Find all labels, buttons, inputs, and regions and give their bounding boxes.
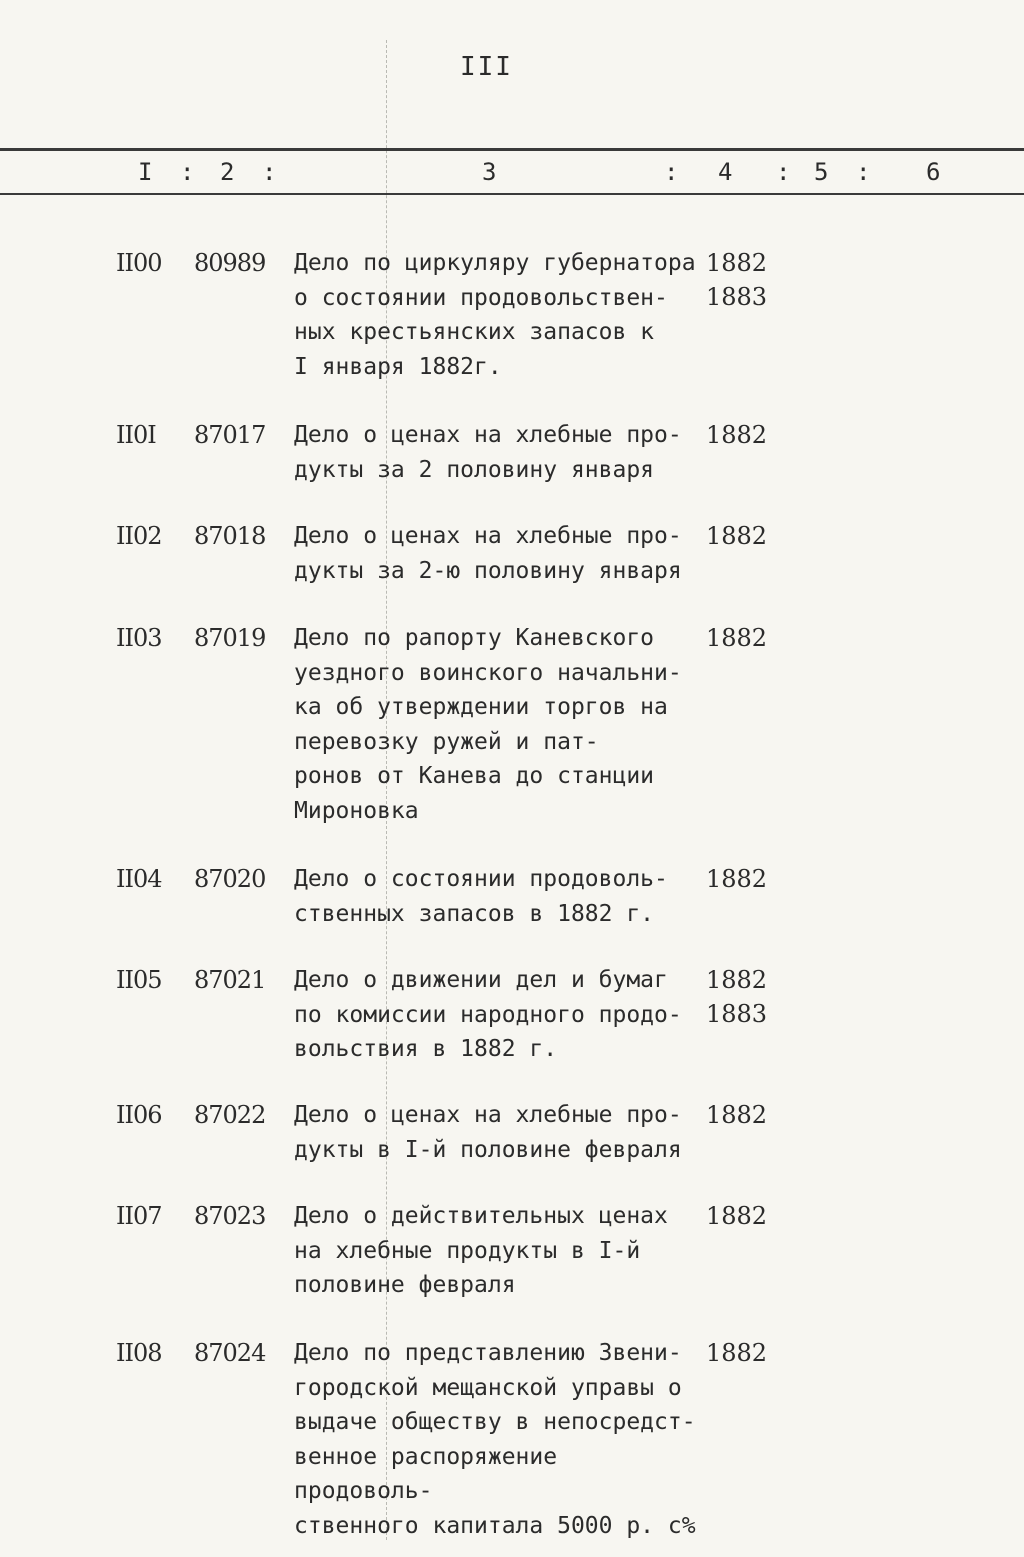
entry-number: II07	[116, 1202, 162, 1230]
header-col-4: 4	[718, 158, 733, 186]
entry-years	[706, 1098, 767, 1132]
header-sep: :	[262, 158, 277, 186]
entry-years	[706, 519, 767, 553]
entry-title: Дело о ценах на хлебные про- дукты за 2-ю половину января	[294, 523, 682, 584]
entry-year: 1883	[706, 283, 768, 311]
entry-year: 1882	[706, 624, 768, 652]
entry-code: 87017	[194, 421, 266, 449]
header-col-6: 6	[926, 158, 941, 186]
entry-code: 87022	[194, 1101, 266, 1129]
entry-code: 87023	[194, 1202, 266, 1230]
entry-title: Дело по циркуляру губернатора о состоянии продовольствен- ных крестьянских запасов к I января 1882г.	[294, 250, 696, 380]
entry-years	[706, 1199, 767, 1233]
entry-number: II05	[116, 966, 162, 994]
entry-number: II03	[116, 624, 162, 652]
header-rule-top	[0, 148, 1024, 151]
entry-year: 1882	[706, 421, 768, 449]
header-sep: :	[856, 158, 871, 186]
header-rule-bottom	[0, 193, 1024, 195]
header-sep: :	[180, 158, 195, 186]
entry-number: II0I	[116, 421, 156, 449]
entry-year: 1882	[706, 966, 768, 994]
entry-title: Дело о состоянии продоволь- ственных запасов в 1882 г.	[294, 866, 668, 927]
entry-title: Дело о движении дел и бумаг по комиссии народного продо- вольствия в 1882 г.	[294, 967, 682, 1062]
header-col-5: 5	[814, 158, 829, 186]
entry-number: II02	[116, 522, 162, 550]
header-sep: :	[776, 158, 791, 186]
entry-code: 87020	[194, 865, 266, 893]
entry-years	[706, 1336, 767, 1370]
entry-years	[706, 418, 767, 452]
entry-year: 1883	[706, 1000, 768, 1028]
entry-year: 1882	[706, 865, 768, 893]
entry-year: 1882	[706, 249, 768, 277]
entry-code: 87019	[194, 624, 266, 652]
entry-code: 87024	[194, 1339, 266, 1367]
entry-code: 80989	[194, 249, 266, 277]
header-sep: :	[664, 158, 679, 186]
entry-title: Дело по представлению Звени- городской мещанской управы о выдаче обществу в непосредст- венное распоряжение продоволь- ственного капитала 5000 р. с%	[294, 1340, 696, 1539]
header-col-1: I	[138, 158, 153, 186]
entry-title: Дело о действительных ценах на хлебные продукты в I-й половине февраля	[294, 1203, 668, 1298]
entry-year: 1882	[706, 1101, 768, 1129]
page-number: III	[460, 52, 513, 82]
header-col-2: 2	[220, 158, 235, 186]
entry-title: Дело по рапорту Каневского уездного воинского начальни- ка об утверждении торгов на перевозку ружей и пат- ронов от Канева до станции Мироновка	[294, 625, 682, 824]
entry-number: II08	[116, 1339, 162, 1367]
entry-year: 1882	[706, 522, 768, 550]
entry-years	[706, 621, 767, 655]
entry-number: II04	[116, 865, 162, 893]
entry-year: 1882	[706, 1202, 768, 1230]
entry-year: 1882	[706, 1339, 768, 1367]
header-col-3: 3	[482, 158, 497, 186]
entry-code: 87021	[194, 966, 266, 994]
entry-title: Дело о ценах на хлебные про- дукты в I-й половине февраля	[294, 1102, 682, 1163]
entry-years	[706, 963, 767, 1031]
entry-title: Дело о ценах на хлебные про- дукты за 2 половину января	[294, 422, 682, 483]
entry-years	[706, 862, 767, 896]
entry-number: II00	[116, 249, 162, 277]
entry-years	[706, 246, 767, 314]
entry-number: II06	[116, 1101, 162, 1129]
entry-code: 87018	[194, 522, 266, 550]
